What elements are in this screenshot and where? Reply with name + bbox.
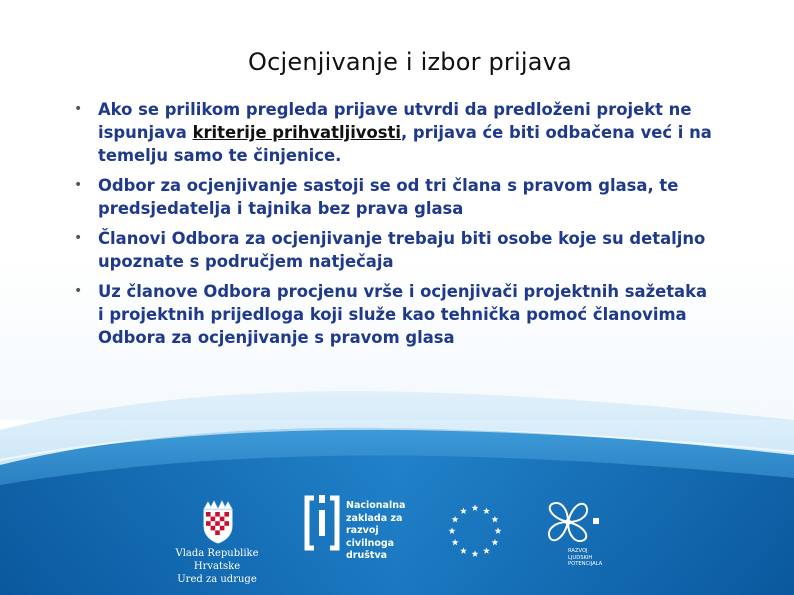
bullet-dot: • xyxy=(74,283,83,299)
eu-stars-icon xyxy=(446,502,504,560)
ljp-line: POTENCIJALA xyxy=(568,561,603,567)
eu-star-icon xyxy=(491,539,498,546)
ljudski-potencijali-text xyxy=(568,548,628,568)
bullet-text: Članovi Odbora za ocjenjivanje trebaju biti osobe koje su detaljno upoznate s područjem natječaja xyxy=(98,229,706,271)
eu-star-icon xyxy=(483,547,490,554)
nacionalna-zaklada-text xyxy=(346,500,426,563)
vlada-logo-text xyxy=(152,547,282,586)
nz-line: društva xyxy=(346,550,388,561)
bullet-item xyxy=(72,280,712,349)
eu-star-icon xyxy=(472,504,479,511)
vlada-line-1: Vlada Republike Hrvatske xyxy=(175,548,259,572)
eu-star-icon xyxy=(460,547,467,554)
bullet-item xyxy=(72,227,712,273)
ljp-line: LJUDSKIH xyxy=(568,554,593,561)
bullet-item xyxy=(72,174,712,220)
eu-star-icon xyxy=(495,527,502,534)
bullet-text: Odbor za ocjenjivanje sastoji se od tri člana s pravom glasa, te predsjedatelja i tajnika bez prava glasa xyxy=(98,176,679,218)
nz-line: civilnoga xyxy=(346,537,395,549)
nz-line: razvoj xyxy=(346,525,379,536)
slide-title: Ocjenjivanje i izbor prijava xyxy=(248,48,572,76)
eu-star-icon xyxy=(483,507,490,514)
nz-line: Nacionalna xyxy=(346,500,406,511)
nacionalna-zaklada-logo-icon xyxy=(304,492,340,554)
eu-star-icon xyxy=(472,550,479,557)
bullet-text: , prijava će biti odbačena već i na temelju samo te činjenice. xyxy=(98,123,712,165)
eu-star-icon xyxy=(452,516,459,523)
bullet-text: Uz članove Odbora procjenu vrše i ocjenjivači projektnih sažetaka i projektnih prijedloga koji služe kao tehnička pomoć članovima Odbora za ocjenjivanje s pravom glasa xyxy=(98,282,708,347)
bullet-list xyxy=(72,98,712,356)
pinwheel-logo-icon xyxy=(538,494,600,552)
bullet-item xyxy=(72,98,712,167)
eu-star-icon xyxy=(449,527,456,534)
nz-line: zaklada za xyxy=(346,512,403,524)
kriterije-prihvatljivosti-link[interactable]: kriterije prihvatljivosti xyxy=(192,123,401,142)
ljp-line: RAZVOJ xyxy=(568,548,588,554)
bullet-text: Ako se prilikom pregleda prijave utvrdi da predloženi projekt ne ispunjava xyxy=(98,100,692,142)
bullet-dot: • xyxy=(74,101,83,117)
croatian-coat-of-arms-icon xyxy=(198,500,238,544)
eu-star-icon xyxy=(452,539,459,546)
bullet-dot: • xyxy=(74,177,83,193)
vlada-line-2: Ured za udruge xyxy=(177,574,257,585)
bullet-dot: • xyxy=(74,230,83,246)
eu-star-icon xyxy=(491,516,498,523)
eu-star-icon xyxy=(460,507,467,514)
